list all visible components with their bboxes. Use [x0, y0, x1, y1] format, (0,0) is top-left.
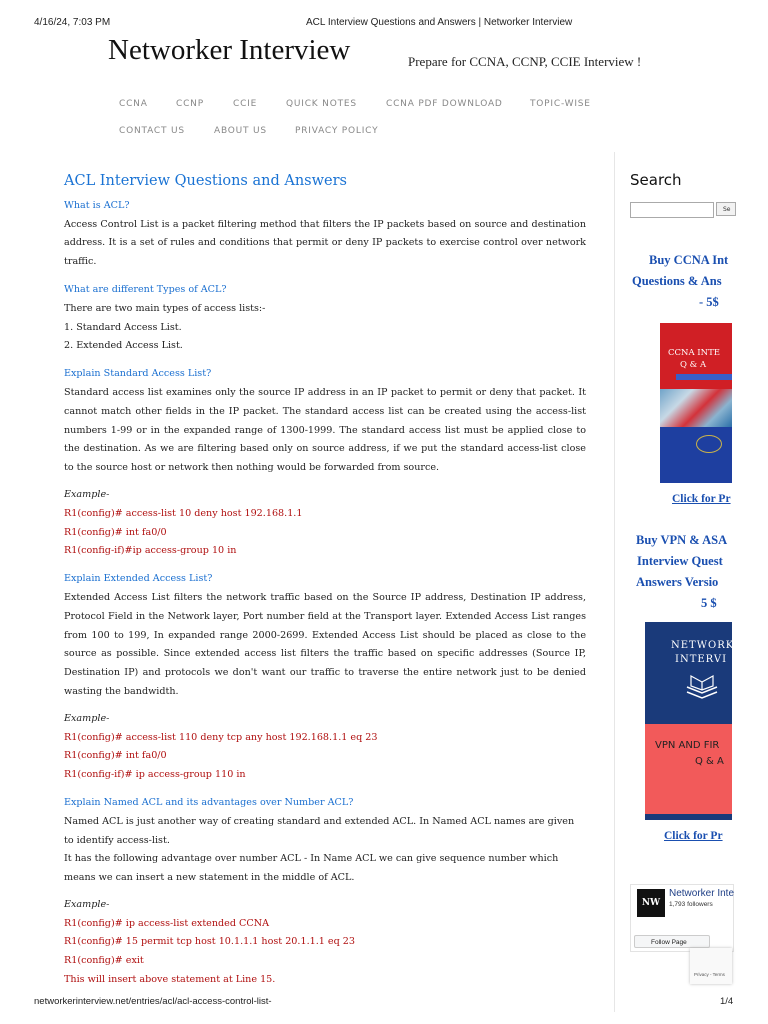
- print-url: networkerinterview.net/entries/acl/acl-access-control-list-: [34, 996, 272, 1007]
- article: [64, 172, 586, 990]
- question-named-acl: Explain Named ACL and its advantages over Number ACL?: [64, 796, 354, 808]
- promo-ccna-link[interactable]: [660, 493, 732, 509]
- example-label: Example-: [64, 898, 110, 910]
- code-line: R1(config-if)# ip access-group 110 in: [64, 769, 246, 781]
- book2-brand: NETWORKE: [671, 640, 743, 651]
- question-standard-acl: Explain Standard Access List?: [64, 368, 212, 380]
- code-line: R1(config)# exit: [64, 955, 144, 967]
- site-tagline: Prepare for CCNA, CCNP, CCIE Interview !: [408, 54, 642, 69]
- example-label: Example-: [64, 712, 110, 724]
- search-heading: Search: [630, 171, 682, 189]
- answer-named-acl-1: Named ACL is just another way of creating standard and extended ACL. In Named ACL names are given to identify access-list.: [64, 815, 575, 846]
- code-line: R1(config)# 15 permit tcp host 10.1.1.1 host 20.1.1.1 eq 23: [64, 936, 355, 948]
- sidebar-divider: [614, 152, 615, 1012]
- article-title[interactable]: ACL Interview Questions and Answers: [64, 173, 347, 189]
- code-line: R1(config)# int fa0/0: [64, 750, 167, 762]
- nav-ccie[interactable]: CCIE: [233, 99, 258, 109]
- promo-vpn-asa[interactable]: [620, 530, 732, 614]
- answer-types-intro: There are two main types of access lists:-: [64, 302, 266, 314]
- promo-ccna-line2: Questions & Ans: [632, 274, 722, 288]
- nav-contact-us[interactable]: CONTACT US: [119, 126, 185, 136]
- answer-extended-acl: Extended Access List filters the network traffic based on the Source IP address, Destination IP address, Protocol Field in the Network layer, Port number field at the Transport layer. Extended Access List ranges from 100 to 199, In expanded range 2000-2699. Extended Access List should be placed as close to the source as possible. Since extended access list filters the traffic based on specific addresses (Source IP, Destination IP) and protocols we don't want our traffic to traverse the entire network just to be denied wasting the bandwidth.: [64, 591, 586, 697]
- promo-ccna-line3: - 5$: [699, 295, 719, 309]
- promo-vpn-line4: 5 $: [701, 596, 717, 610]
- nav-about-us[interactable]: ABOUT US: [214, 126, 267, 136]
- code-line: R1(config)# ip access-list extended CCNA: [64, 917, 270, 929]
- book1-sub: Q & A: [680, 360, 707, 370]
- vpn-book-cover[interactable]: [645, 622, 743, 820]
- search-button[interactable]: Se: [716, 202, 736, 216]
- facebook-page-widget[interactable]: [630, 884, 734, 952]
- sidebar-search-heading: [630, 170, 682, 189]
- answer-named-acl-2: It has the following advantage over number ACL - In Name ACL we can give sequence number which means we can insert a new statement in the middle of ACL.: [64, 853, 559, 884]
- nav-quick-notes[interactable]: QUICK NOTES: [286, 99, 357, 109]
- answer-standard-acl: Standard access list examines only the source IP address in an IP packet to permit or deny that packet. It cannot match other fields in the IP packet. The standard access list can be created using the access-list numbers 1-99 or in the expanded range of 1300-1999. The standard access list must be applied close to the destination. As we are filtering based only on source address, if we put the standard access-list close to the source host or network then nothing would be forwarded from source.: [64, 386, 586, 474]
- print-page-title: ACL Interview Questions and Answers | Networker Interview: [306, 17, 573, 28]
- code-line: R1(config)# int fa0/0: [64, 526, 167, 538]
- search-input[interactable]: [630, 202, 714, 218]
- book2-sub: Q & A: [695, 756, 724, 767]
- code-line: R1(config-if)#ip access-group 10 in: [64, 545, 237, 557]
- promo-vpn-line1: Buy VPN & ASA: [636, 533, 728, 547]
- nav-ccnp[interactable]: CCNP: [176, 99, 204, 109]
- nav-topic-wise[interactable]: TOPIC-WISE: [530, 99, 591, 109]
- book-stack-icon: [685, 670, 719, 704]
- nav-ccna-pdf-download[interactable]: CCNA PDF DOWNLOAD: [386, 99, 503, 109]
- fb-followers: 1,793 followers: [669, 901, 713, 908]
- question-types-of-acl: What are different Types of ACL?: [64, 283, 227, 295]
- list-item: 2. Extended Access List.: [64, 340, 183, 352]
- nav-ccna[interactable]: CCNA: [119, 99, 148, 109]
- recaptcha-privacy-terms[interactable]: Privacy - Terms: [694, 972, 725, 977]
- fb-follow-button[interactable]: Follow Page: [634, 935, 710, 948]
- nav-privacy-policy[interactable]: PRIVACY POLICY: [295, 126, 379, 136]
- code-line: R1(config)# access-list 10 deny host 192.168.1.1: [64, 507, 303, 519]
- promo-vpn-link[interactable]: [660, 830, 732, 846]
- list-item: 1. Standard Access List.: [64, 321, 182, 333]
- promo-vpn-line3: Answers Versio: [636, 575, 719, 589]
- ccna-book-cover[interactable]: [660, 323, 732, 483]
- book2-title: VPN AND FIR: [655, 740, 720, 751]
- question-what-is-acl: What is ACL?: [64, 199, 130, 211]
- answer-what-is-acl: Access Control List is a packet filtering method that filters the IP packets based on source and destination address. It is a set of rules and conditions that permit or deny IP packets to exercise control over network traffic.: [64, 218, 586, 268]
- print-page-number: 1/4: [720, 996, 734, 1007]
- fb-page-logo: NW: [637, 889, 665, 917]
- promo-ccna-line1: Buy CCNA Int: [649, 253, 729, 267]
- fb-page-name[interactable]: Networker Inte: [669, 888, 735, 899]
- book1-title: CCNA INTE: [668, 348, 720, 358]
- promo-ccna[interactable]: [620, 250, 732, 312]
- question-extended-acl: Explain Extended Access List?: [64, 573, 213, 585]
- print-datetime: 4/16/24, 7:03 PM: [34, 17, 111, 28]
- book2-brand-2: INTERVI: [675, 654, 728, 665]
- code-note: This will insert above statement at Line 15.: [64, 974, 276, 986]
- site-title[interactable]: Networker Interview: [108, 34, 351, 66]
- promo-vpn-link-text: Click for Pr: [664, 830, 723, 842]
- code-line: R1(config)# access-list 110 deny tcp any host 192.168.1.1 eq 23: [64, 731, 378, 743]
- promo-vpn-line2: Interview Quest: [637, 554, 723, 568]
- recaptcha-badge[interactable]: [690, 948, 732, 984]
- example-label: Example-: [64, 488, 110, 500]
- promo-ccna-link-text: Click for Pr: [672, 493, 731, 505]
